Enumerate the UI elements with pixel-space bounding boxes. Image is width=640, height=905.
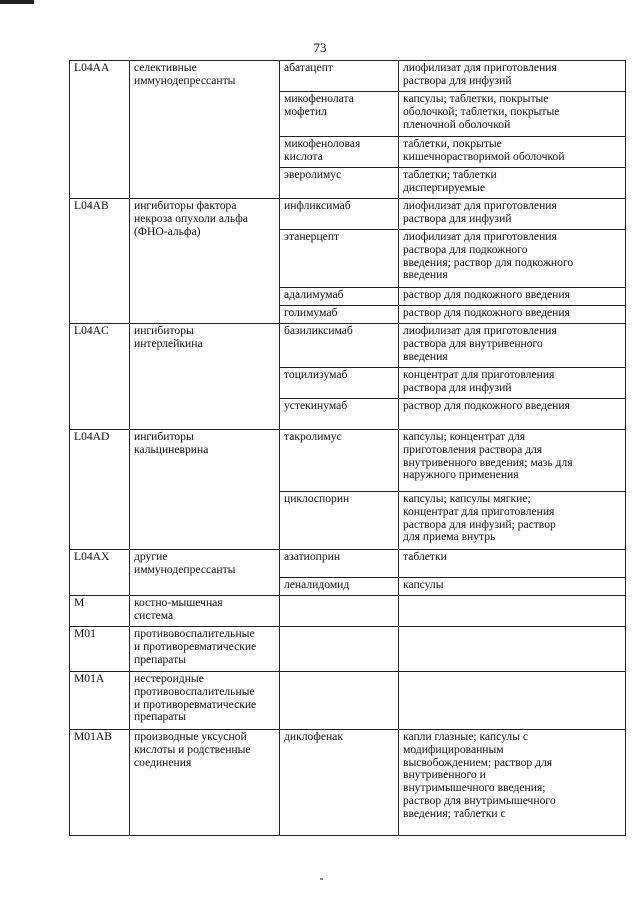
drug-name: циклоспорин xyxy=(280,492,399,550)
drug-name xyxy=(280,596,399,627)
group-name: нестероидные противовоспалительные и противоревматические препараты xyxy=(130,672,280,730)
table-row xyxy=(70,324,626,368)
dosage-form: капсулы xyxy=(399,578,626,596)
table-row xyxy=(70,672,626,730)
drug-name: базиликсимаб xyxy=(280,324,399,368)
dosage-form xyxy=(399,627,626,672)
drug-name: микофенолата мофетил xyxy=(280,92,399,137)
drug-name: азатиоприн xyxy=(280,550,399,578)
dosage-form: раствор для подкожного введения xyxy=(399,306,626,324)
dosage-form: таблетки; таблетки диспергируемые xyxy=(399,168,626,199)
scan-speck xyxy=(320,878,323,880)
dosage-form: раствор для подкожного введения xyxy=(399,399,626,430)
table-row xyxy=(70,627,626,672)
group-name: производные уксусной кислоты и родственные соединения xyxy=(130,730,280,836)
table-row xyxy=(70,730,626,836)
dosage-form: капсулы; таблетки, покрытые оболочкой; таблетки, покрытые пленочной оболочкой xyxy=(399,92,626,137)
drug-name: абатацепт xyxy=(280,61,399,92)
corner-mark xyxy=(0,0,34,4)
drug-table xyxy=(69,60,626,836)
drug-name: этанерцепт xyxy=(280,230,399,288)
atc-code: L04AB xyxy=(70,199,130,324)
table-row xyxy=(70,596,626,627)
group-name: костно-мышечная система xyxy=(130,596,280,627)
drug-name: микофеноловая кислота xyxy=(280,137,399,168)
table-row xyxy=(70,430,626,492)
drug-name: такролимус xyxy=(280,430,399,492)
atc-code: L04AA xyxy=(70,61,130,199)
drug-name xyxy=(280,672,399,730)
drug-name: адалимумаб xyxy=(280,288,399,306)
page-number: 73 xyxy=(313,40,327,55)
atc-code: M xyxy=(70,596,130,627)
atc-code: L04AX xyxy=(70,550,130,596)
group-name: селективные иммунодепрессанты xyxy=(130,61,280,199)
dosage-form xyxy=(399,672,626,730)
table-row xyxy=(70,61,626,92)
dosage-form: концентрат для приготовления раствора для инфузий xyxy=(399,368,626,399)
group-name: другие иммунодепрессанты xyxy=(130,550,280,596)
drug-name: голимумаб xyxy=(280,306,399,324)
group-name: ингибиторы интерлейкина xyxy=(130,324,280,430)
atc-code: L04AD xyxy=(70,430,130,550)
drug-name: эверолимус xyxy=(280,168,399,199)
drug-name: инфликсимаб xyxy=(280,199,399,230)
dosage-form: лиофилизат для приготовления раствора для инфузий xyxy=(399,199,626,230)
dosage-form: таблетки xyxy=(399,550,626,578)
atc-code: M01A xyxy=(70,672,130,730)
group-name: ингибиторы фактора некроза опухоли альфа (ФНО-альфа) xyxy=(130,199,280,324)
dosage-form xyxy=(399,596,626,627)
drug-name: диклофенак xyxy=(280,730,399,836)
drug-name: тоцилизумаб xyxy=(280,368,399,399)
dosage-form: лиофилизат для приготовления раствора для подкожного введения; раствор для подкожного введения xyxy=(399,230,626,288)
dosage-form: лиофилизат для приготовления раствора для внутривенного введения xyxy=(399,324,626,368)
drug-name: устекинумаб xyxy=(280,399,399,430)
atc-code: M01 xyxy=(70,627,130,672)
dosage-form: раствор для подкожного введения xyxy=(399,288,626,306)
drug-name xyxy=(280,627,399,672)
atc-code: L04AC xyxy=(70,324,130,430)
atc-code: M01AB xyxy=(70,730,130,836)
dosage-form: лиофилизат для приготовления раствора для инфузий xyxy=(399,61,626,92)
table-row xyxy=(70,550,626,578)
group-name: противовоспалительные и противоревматические препараты xyxy=(130,627,280,672)
dosage-form: капсулы; концентрат для приготовления раствора для внутривенного введения; мазь для наружного применения xyxy=(399,430,626,492)
dosage-form: таблетки, покрытые кишечнорастворимой оболочкой xyxy=(399,137,626,168)
table-row xyxy=(70,199,626,230)
drug-name: леналидомид xyxy=(280,578,399,596)
dosage-form: капли глазные; капсулы с модифицированным высвобождением; раствор для внутривенного и внутримышечного введения; раствор для внутримышечного введения; таблетки с xyxy=(399,730,626,836)
group-name: ингибиторы кальциневрина xyxy=(130,430,280,550)
dosage-form: капсулы; капсулы мягкие; концентрат для приготовления раствора для инфузий; раствор для приема внутрь xyxy=(399,492,626,550)
